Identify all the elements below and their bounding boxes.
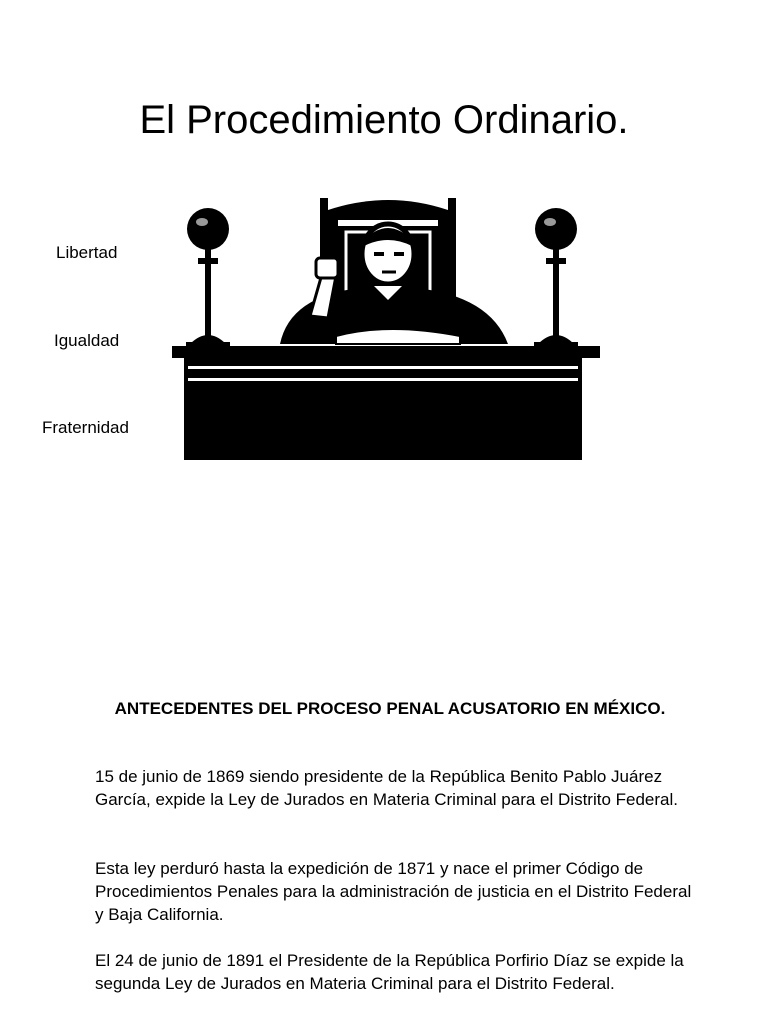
motto-libertad: Libertad [56,243,118,262]
paragraph-1871: Esta ley perduró hasta la expedición de 1871 y nace el primer Código de Procedimientos Penales para la administración de justicia en el Distrito Federal y Baja California. [95,859,692,924]
paragraph-1869: 15 de junio de 1869 siendo presidente de la República Benito Pablo Juárez García, expide la Ley de Jurados en Materia Criminal para el Distrito Federal. [95,767,678,809]
motto-fraternidad: Fraternidad [42,418,129,437]
left-lamp-icon [186,208,230,348]
section-heading: ANTECEDENTES DEL PROCESO PENAL ACUSATORIO EN MÉXICO. [114,699,666,718]
judge-at-bench-icon [160,196,605,461]
judge-icon [280,224,508,344]
paragraph-1891: El 24 de junio de 1891 el Presidente de la República Porfirio Díaz se expide la segunda Ley de Jurados en Materia Criminal para el Distrito Federal. [95,951,684,993]
right-lamp-icon [534,208,578,348]
bench-icon [172,346,600,460]
motto-igualdad: Igualdad [54,331,120,350]
page-title: El Procedimiento Ordinario. [139,98,629,142]
